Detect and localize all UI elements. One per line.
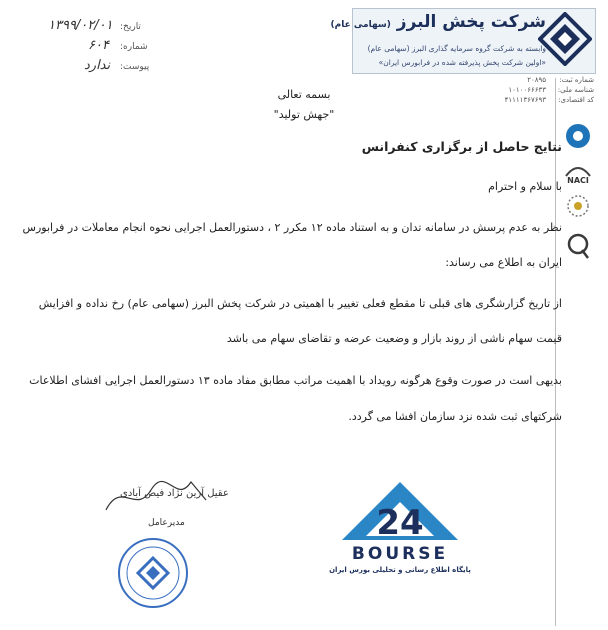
paragraph-2-line-2: قیمت سهام ناشی از روند بازار و وضعیت عرضه و تقاضای سهام می باشد [226, 332, 562, 345]
motto: "جهش تولید" [273, 108, 335, 121]
company-slogan: «اولین شرکت پخش پذیرفته شده در فرابورس ایران» [378, 58, 546, 67]
company-name [331, 12, 546, 32]
paragraph-2-line-1: از تاریخ گزارشگری های قبلی تا مقطع فعلی تغییر با اهمیتی در شرکت پخش البرز (سهامی عام) رخ نداده و افزایش [38, 297, 562, 310]
economic-code-label: کد اقتصادی: [558, 96, 594, 104]
paragraph-1-line-2: ایران به اطلاع می رساند: [445, 256, 562, 269]
national-id-label: شناسه ملی: [557, 86, 594, 94]
paragraph-3-line-1: بدیهی است در صورت وقوع هرگونه رویداد با اهمیت مراتب مطابق مفاد ماده ۱۳ دستورالعمل اجرایی افشای اطلاعات [29, 374, 562, 387]
reg-number-label: شماره ثبت: [559, 76, 594, 84]
quality-logo-icon [564, 232, 592, 260]
company-affiliation: وابسته به شرکت گروه سرمایه گذاری البرز (سهامی عام) [367, 44, 546, 53]
svg-text:NACI: NACI [567, 176, 589, 185]
signatory-role: مدیرعامل [148, 518, 185, 528]
number-value: ۶۰۴ [88, 38, 109, 53]
bourse-wordmark: BOURSE [351, 544, 449, 564]
handwritten-signature [96, 470, 216, 520]
company-type: (سهامی عام) [330, 20, 391, 30]
reg-number-value: ۲۰۸۹۵ [527, 76, 546, 84]
award-logo-icon [564, 192, 592, 220]
margin-rule [555, 78, 556, 626]
company-stamp [116, 536, 190, 610]
economic-code-value: ۴۱۱۱۱۳۶۷۶۹۳ [504, 96, 546, 104]
attachment-value: ندارد [84, 58, 111, 73]
attachment-label: پیوست: [120, 62, 150, 72]
national-id-value: ۱۰۱۰۰۶۶۶۳۳ [508, 86, 546, 94]
bourse-tagline: پایگاه اطلاع رسانی و تحلیلی بورس ایران [329, 566, 471, 574]
naci-logo-icon [564, 158, 592, 186]
paragraph-1-line-1: نظر به عدم پرسش در سامانه تدان و به استناد ماده ۱۲ مکرر ۲ ، دستورالعمل اجرایی نحوه انجام معاملات در فرابورس [22, 221, 562, 234]
greeting: با سلام و احترام [488, 180, 562, 193]
signatory-name: عقیل آرین نژاد فیض آبادی [120, 488, 229, 499]
company-logo-icon [538, 12, 592, 66]
paragraph-3-line-2: شرکتهای ثبت شده نزد سازمان افشا می گردد. [348, 410, 562, 423]
date-value: ۱۳۹۹/۰۲/۰۱ [48, 18, 113, 33]
bismillah: بسمه تعالی [277, 88, 331, 101]
letter-title: نتایج حاصل از برگزاری کنفرانس [361, 139, 562, 154]
svg-text:24: 24 [376, 503, 424, 543]
date-label: تاریخ: [120, 22, 141, 32]
certification-logo-icon [564, 122, 592, 150]
number-label: شماره: [120, 42, 148, 52]
company-name-text: شرکت پخش البرز [396, 12, 546, 32]
